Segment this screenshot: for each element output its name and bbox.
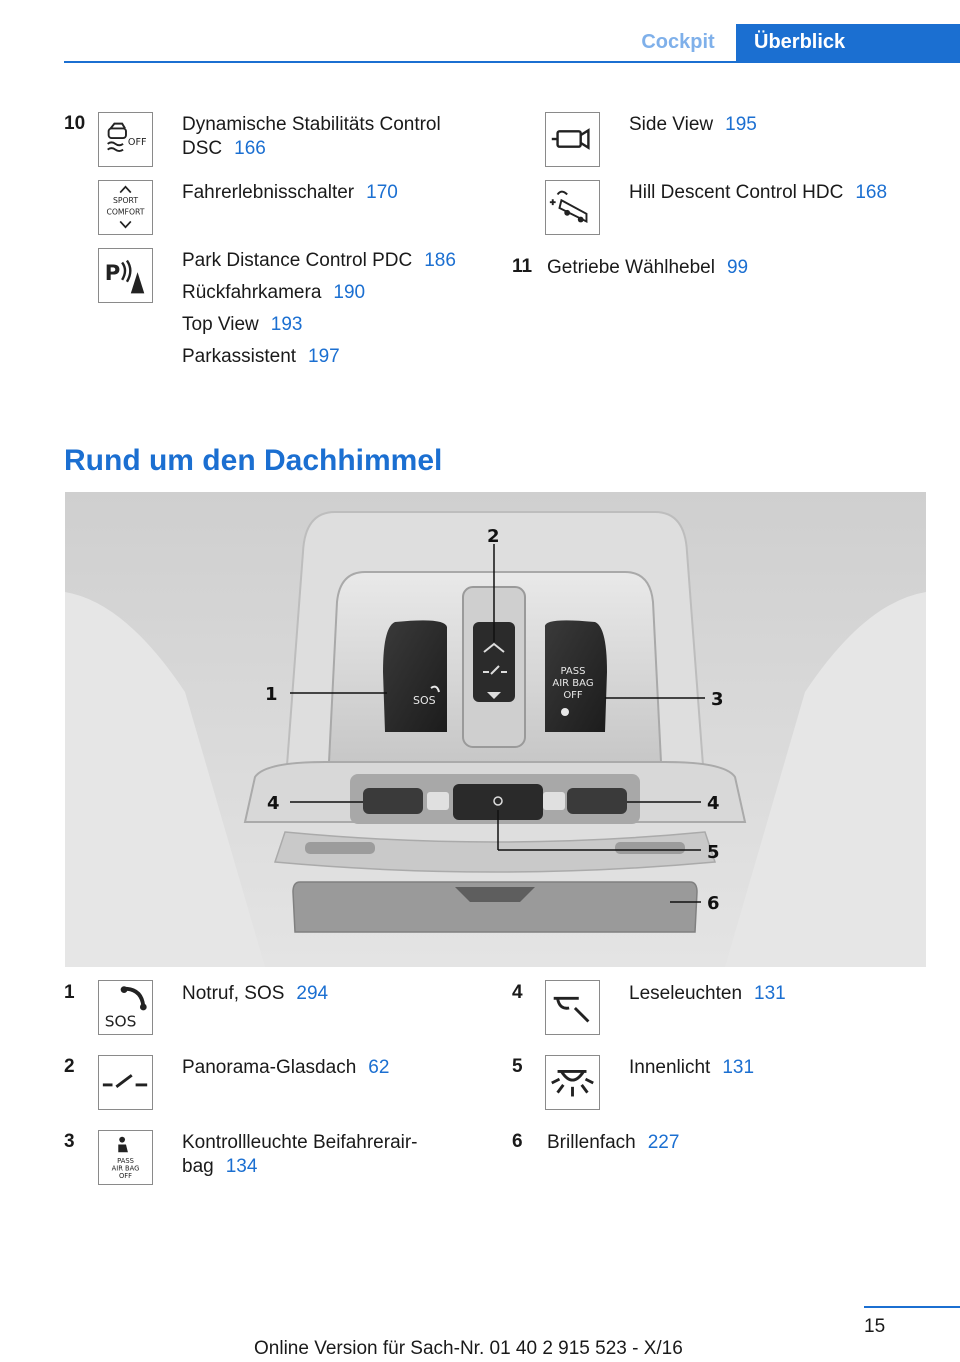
item-parkassist-page-link[interactable]: 197 <box>308 346 340 367</box>
footer-version-text: Online Version für Sach-Nr. 01 40 2 915 523 - X/16 <box>254 1338 683 1359</box>
svg-text:5: 5 <box>707 842 720 863</box>
item-brillenfach-label: Brillenfach <box>547 1132 636 1153</box>
svg-text:PASS: PASS <box>117 1156 134 1165</box>
item-rueckfahr-page-link[interactable]: 190 <box>333 282 366 303</box>
item-number-5: 5 <box>512 1056 523 1077</box>
side-view-camera-icon <box>545 112 600 167</box>
item-number-2: 2 <box>64 1056 75 1077</box>
header-rule <box>64 61 960 63</box>
item-sideview-label: Side View <box>629 114 714 135</box>
svg-text:4: 4 <box>267 793 280 814</box>
passenger-airbag-off-icon <box>98 1130 153 1185</box>
svg-text:4: 4 <box>707 793 720 814</box>
item-fahrerlebnis-label: Fahrerlebnisschalter <box>182 182 355 203</box>
item-innenlicht-label: Innenlicht <box>629 1057 711 1078</box>
roof-console-illustration <box>65 492 926 967</box>
page-number: 15 <box>864 1316 886 1337</box>
footer-rule <box>864 1306 960 1308</box>
item-getriebe-page-link[interactable]: 99 <box>726 257 749 278</box>
item-airbag-page-link[interactable]: 134 <box>225 1156 258 1177</box>
svg-text:COMFORT: COMFORT <box>106 207 145 217</box>
item-leseleuchten <box>629 982 786 1006</box>
tab-ueberblick[interactable]: Überblick <box>736 24 960 61</box>
item-sideview <box>629 113 757 137</box>
page-header <box>0 0 960 64</box>
svg-text:6: 6 <box>707 893 720 914</box>
reading-light-icon <box>545 980 600 1035</box>
dsc-off-icon <box>98 112 153 167</box>
item-topview-label: Top View <box>182 314 259 335</box>
item-pdc-group <box>182 249 456 369</box>
interior-light-icon <box>545 1055 600 1110</box>
item-fahrerlebnis <box>182 181 398 205</box>
item-leseleuchten-page-link[interactable]: 131 <box>754 983 786 1004</box>
svg-text:OFF: OFF <box>118 1172 133 1181</box>
section-title: Rund um den Dachhimmel <box>64 444 443 477</box>
item-hdc <box>629 181 887 205</box>
item-brillenfach-page-link[interactable]: 227 <box>647 1132 680 1153</box>
item-pdc-page-link[interactable]: 186 <box>424 250 456 271</box>
item-pdc-label: Park Distance Control PDC <box>182 250 413 271</box>
hill-descent-icon <box>545 180 600 235</box>
svg-text:2: 2 <box>487 526 500 547</box>
svg-text:PASS: PASS <box>560 666 586 677</box>
item-notruf-label: Notruf, SOS <box>182 983 285 1004</box>
svg-text:AIR BAG: AIR BAG <box>111 1164 140 1173</box>
sos-icon <box>98 980 153 1035</box>
item-number-3: 3 <box>64 1131 75 1152</box>
item-airbag-label2: bag <box>182 1156 214 1177</box>
item-panorama-label: Panorama-Glasdach <box>182 1057 357 1078</box>
item-number-10: 10 <box>64 113 86 134</box>
item-number-6: 6 <box>512 1131 523 1152</box>
svg-text:3: 3 <box>711 689 724 710</box>
item-innenlicht <box>629 1056 754 1080</box>
svg-text:OFF: OFF <box>563 690 583 701</box>
item-airbag-label: Kontrollleuchte Beifahrerair- <box>182 1132 418 1153</box>
svg-text:OFF: OFF <box>127 136 147 148</box>
item-dsc-label2: DSC <box>182 138 223 159</box>
sport-comfort-icon <box>98 180 153 235</box>
item-getriebe-label: Getriebe Wählhebel <box>547 257 715 278</box>
item-brillenfach <box>547 1131 679 1155</box>
item-panorama <box>182 1056 389 1080</box>
item-panorama-page-link[interactable]: 62 <box>368 1057 390 1078</box>
pdc-icon <box>98 248 153 303</box>
item-hdc-page-link[interactable]: 168 <box>855 182 888 203</box>
svg-text:SPORT: SPORT <box>112 196 139 206</box>
item-parkassist-label: Parkassistent <box>182 346 297 367</box>
item-number-4: 4 <box>512 982 523 1003</box>
svg-text:SOS: SOS <box>104 1012 137 1031</box>
item-leseleuchten-label: Leseleuchten <box>629 983 743 1004</box>
item-fahrerlebnis-page-link[interactable]: 170 <box>366 182 398 203</box>
svg-text:SOS: SOS <box>413 694 436 707</box>
item-airbag <box>182 1131 418 1179</box>
item-rueckfahr-label: Rückfahrkamera <box>182 282 322 303</box>
item-number-11: 11 <box>512 256 533 277</box>
svg-text:AIR BAG: AIR BAG <box>552 678 594 689</box>
item-sideview-page-link[interactable]: 195 <box>725 114 757 135</box>
item-dsc-label: Dynamische Stabilitäts Control <box>182 114 441 135</box>
item-dsc <box>182 113 441 161</box>
svg-text:1: 1 <box>265 684 278 705</box>
item-hdc-label: Hill Descent Control HDC <box>629 182 844 203</box>
panorama-roof-icon <box>98 1055 153 1110</box>
item-notruf <box>182 982 328 1006</box>
item-topview-page-link[interactable]: 193 <box>270 314 303 335</box>
item-number-1: 1 <box>64 982 75 1003</box>
tab-cockpit[interactable]: Cockpit <box>641 31 715 53</box>
item-dsc-page-link[interactable]: 166 <box>234 138 266 159</box>
item-getriebe <box>547 256 748 280</box>
item-notruf-page-link[interactable]: 294 <box>296 983 329 1004</box>
item-innenlicht-page-link[interactable]: 131 <box>722 1057 755 1078</box>
svg-text:P: P <box>104 259 121 285</box>
